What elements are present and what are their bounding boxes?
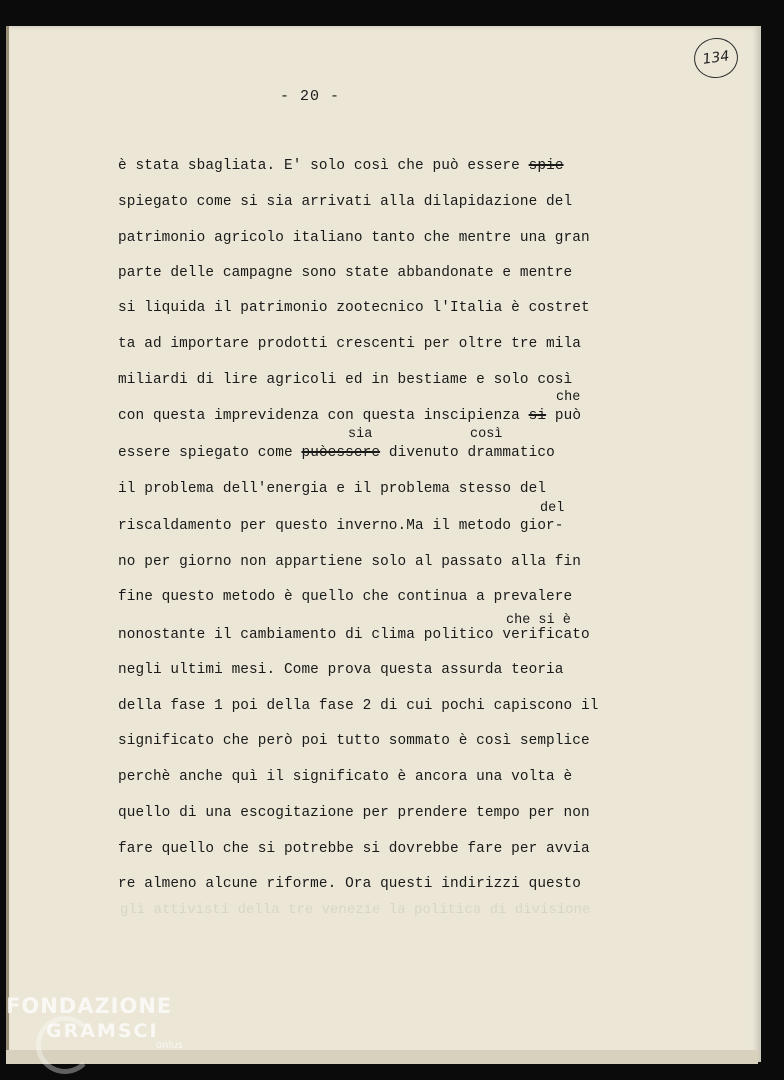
watermark-line-2: GRAMSCI (46, 1020, 159, 1042)
text-line-15: negli ultimi mesi. Come prova questa assurda teoria (118, 662, 564, 678)
text-line-4: parte delle campagne sono state abbandonate e mentre (118, 265, 573, 281)
text-line-9: essere spiegato come puòessere divenuto drammatico (118, 445, 555, 461)
text-line-16: della fase 1 poi della fase 2 di cui pochi capiscono il (118, 698, 599, 714)
text-line-3: patrimonio agricolo italiano tanto che mentre una gran (118, 230, 590, 246)
watermark-line-1: FONDAZIONE (6, 994, 173, 1018)
struck-word: puòessere (301, 445, 381, 461)
fondazione-gramsci-watermark (6, 994, 206, 1051)
text-line-14: nonostante il cambiamento di clima politico verificato (118, 627, 590, 643)
text-line-18: perchè anche quì il significato è ancora una volta è (118, 769, 573, 785)
text-line-8: con questa imprevidenza con questa inscipienza si può (118, 408, 582, 424)
text-line-2: spiegato come si sia arrivati alla dilapidazione del (118, 194, 573, 210)
text-line-7: miliardi di lire agricoli ed in bestiame e solo così (118, 372, 573, 388)
interlinear-sia: sia (348, 427, 373, 442)
text-line-12: no per giorno non appartiene solo al passato alla fin (118, 554, 581, 570)
struck-word: si (528, 408, 547, 424)
text-line-21: re almeno alcune riforme. Ora questi indirizzi questo (118, 876, 581, 892)
text-line-6: ta ad importare prodotti crescenti per oltre tre mila (118, 336, 581, 352)
interlinear-del: del (540, 501, 565, 516)
watermark-logo-ring (36, 1016, 94, 1074)
interlinear-cosi: così (470, 427, 503, 442)
text-line-5: si liquida il patrimonio zootecnico l'Italia è costret (118, 300, 590, 316)
watermark-line-3: onlus (156, 1040, 183, 1051)
interlinear-che: che (556, 390, 581, 405)
text-line-20: fare quello che si potrebbe si dovrebbe fare per avvia (118, 841, 590, 857)
text-line-10: il problema dell'energia e il problema stesso del (118, 481, 547, 497)
text-line-17: significato che però poi tutto sommato è così semplice (118, 733, 590, 749)
page-number: - 20 - (280, 88, 341, 105)
text-line-13: fine questo metodo è quello che continua a prevalere (118, 589, 573, 605)
struck-word: spie (528, 158, 564, 174)
page-edge (6, 1050, 758, 1064)
interlinear-che-si-e: che si è (506, 613, 571, 628)
bleed-through-text: gli attivisti della tre venezie la politica di divisione (120, 902, 591, 918)
text-line-1: è stata sbagliata. E' solo così che può essere spie (118, 158, 564, 174)
archive-number-stamp: 134 (691, 35, 740, 81)
text-line-11: riscaldamento per questo inverno.Ma il metodo gior- (118, 518, 564, 534)
text-line-19: quello di una escogitazione per prendere tempo per non (118, 805, 590, 821)
